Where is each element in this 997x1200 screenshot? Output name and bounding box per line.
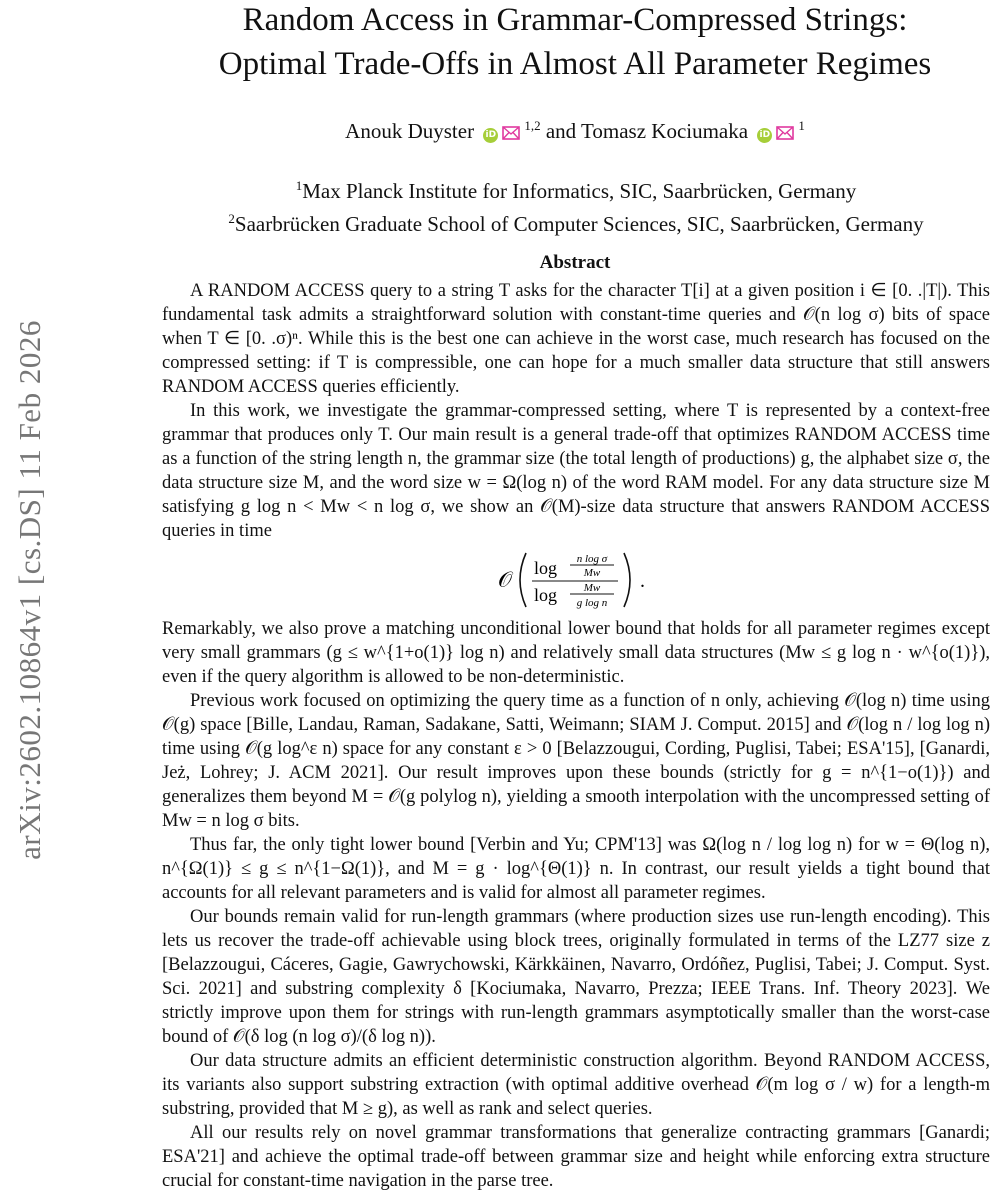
formula-num-log: log — [534, 558, 558, 578]
abstract-paragraph: Our data structure admits an efficient deterministic construction algorithm. Beyond RANDOM ACCESS, its variants also support substring extraction (with optimal additive overhead 𝒪(m log σ / w) for a length-m substring, provided that M ≥ g), as well as rank and select queries. — [162, 1051, 990, 1119]
abstract-paragraph: Our bounds remain valid for run-length grammars (where production sizes use run-length encoding). This lets us recover the trade-off achievable using block trees, originally formulated in terms of the LZ77 size z [Belazzougui, Cáceres, Gagie, Gawrychowski, Kärkkäinen, Navarro, Ordóñez, Puglisi, Tabei; J. Comput. Syst. Sci. 2021] and substring complexity δ [Kociumaka, Navarro, Prezza; IEEE Trans. Inf. Theory 2023]. We strictly improve upon them for strings with run-length grammars asymptotically smaller than the worst-case bound of 𝒪(δ log (n log σ)/(δ log n)). — [162, 907, 990, 1047]
formula-svg — [486, 549, 666, 611]
author-name: Tomasz Kociumaka — [581, 119, 749, 143]
email-icon[interactable] — [776, 126, 794, 140]
paper-title — [160, 0, 990, 86]
author-affiliation-mark: 1 — [798, 118, 805, 133]
main-formula — [162, 549, 990, 611]
author-affiliation-mark: 1,2 — [524, 118, 541, 133]
title-line-1: Random Access in Grammar-Compressed Strings: — [242, 2, 908, 38]
abstract-body — [162, 279, 990, 1193]
formula-num-bottom: Mw — [583, 567, 601, 579]
author-name: Anouk Duyster — [345, 119, 475, 143]
affiliations — [155, 172, 997, 238]
formula-num-top: n log σ — [576, 553, 608, 565]
orcid-icon[interactable]: iD — [757, 128, 772, 143]
formula-den-bottom: g log n — [576, 597, 608, 609]
formula-outer-symbol: 𝒪 — [498, 567, 512, 592]
arxiv-identifier: arXiv:2602.10864v1 [cs.DS] 11 Feb 2026 — [12, 320, 47, 860]
email-icon[interactable] — [502, 126, 520, 140]
formula-den-log: log — [534, 585, 558, 605]
orcid-icon[interactable]: iD — [483, 128, 498, 143]
abstract-paragraph: A RANDOM ACCESS query to a string T asks for the character T[i] at a given position i ∈ [0. .|T|). This fundamental task admits a straightforward solution with constant-time queries and 𝒪(n log σ) bits of space when T ∈ [0. .σ)ⁿ. While this is the best one can achieve in the worst case, much research has focused on the compressed setting: if T is compressible, one can hope for a much smaller data structure that still answers RANDOM ACCESS queries efficiently. — [162, 281, 990, 397]
abstract-paragraph: Thus far, the only tight lower bound [Verbin and Yu; CPM'13] was Ω(log n / log log n) for w = Θ(log n), n^{Ω(1)} ≤ g ≤ n^{1−Ω(1)}, and M = g · log^{Θ(1)} n. In contrast, our result yields a tight bound that accounts for all relevant parameters and is valid for almost all parameter regimes. — [162, 835, 990, 903]
affiliation-1: $^1$Max Planck Institute for Informatics, SIC, Saarbrücken, Germany — [295, 178, 857, 203]
abstract-paragraph: Remarkably, we also prove a matching unconditional lower bound that holds for all parameter regimes except very small grammars (g ≤ w^{1+o(1)} log n) and relatively small data structures (Mw ≤ g log n · w^{o(1)}), even if the query algorithm is allowed to be non-deterministic. — [162, 619, 990, 687]
abstract-paragraph: In this work, we investigate the grammar-compressed setting, where T is represented by a context-free grammar that produces only T. Our main result is a general trade-off that optimizes RANDOM ACCESS time as a function of the string length n, the grammar size (the total length of productions) g, the alphabet size σ, the data structure size M, and the word size w = Ω(log n) of the word RAM model. For any data structure size M satisfying g log n < Mw < n log σ, we show an 𝒪(M)-size data structure that answers RANDOM ACCESS queries in time — [162, 401, 990, 541]
author-list — [160, 118, 990, 144]
arxiv-sidebar — [0, 0, 60, 1200]
formula-period: . — [640, 570, 645, 592]
formula-den-top: Mw — [583, 582, 601, 594]
author-connector: and — [545, 119, 577, 143]
abstract-paragraph: All our results rely on novel grammar transformations that generalize contracting grammars [Ganardi; ESA'21] and achieve the optimal trade-off between grammar size and height while enforcing extra structure crucial for constant-time navigation in the parse tree. — [162, 1123, 990, 1191]
affiliation-2: $^2$Saarbrücken Graduate School of Computer Sciences, SIC, Saarbrücken, Germany — [228, 211, 924, 236]
abstract-paragraph: Previous work focused on optimizing the query time as a function of n only, achieving 𝒪(log n) time using 𝒪(g) space [Bille, Landau, Raman, Sadakane, Satti, Weimann; SIAM J. Comput. 2015] and 𝒪(log n / log log n) time using 𝒪(g log^ε n) space for any constant ε > 0 [Belazzougui, Cording, Puglisi, Tabei; ESA'15], [Ganardi, Jeż, Lohrey; J. ACM 2021]. Our result improves upon these bounds (strictly for g = n^{1−o(1)}) and generalizes them beyond M = 𝒪(g polylog n), yielding a smooth interpolation with the uncompressed setting of Mw = n log σ bits. — [162, 691, 990, 831]
title-line-2: Optimal Trade-Offs in Almost All Parameter Regimes — [218, 46, 932, 82]
abstract-heading: Abstract — [539, 252, 611, 273]
